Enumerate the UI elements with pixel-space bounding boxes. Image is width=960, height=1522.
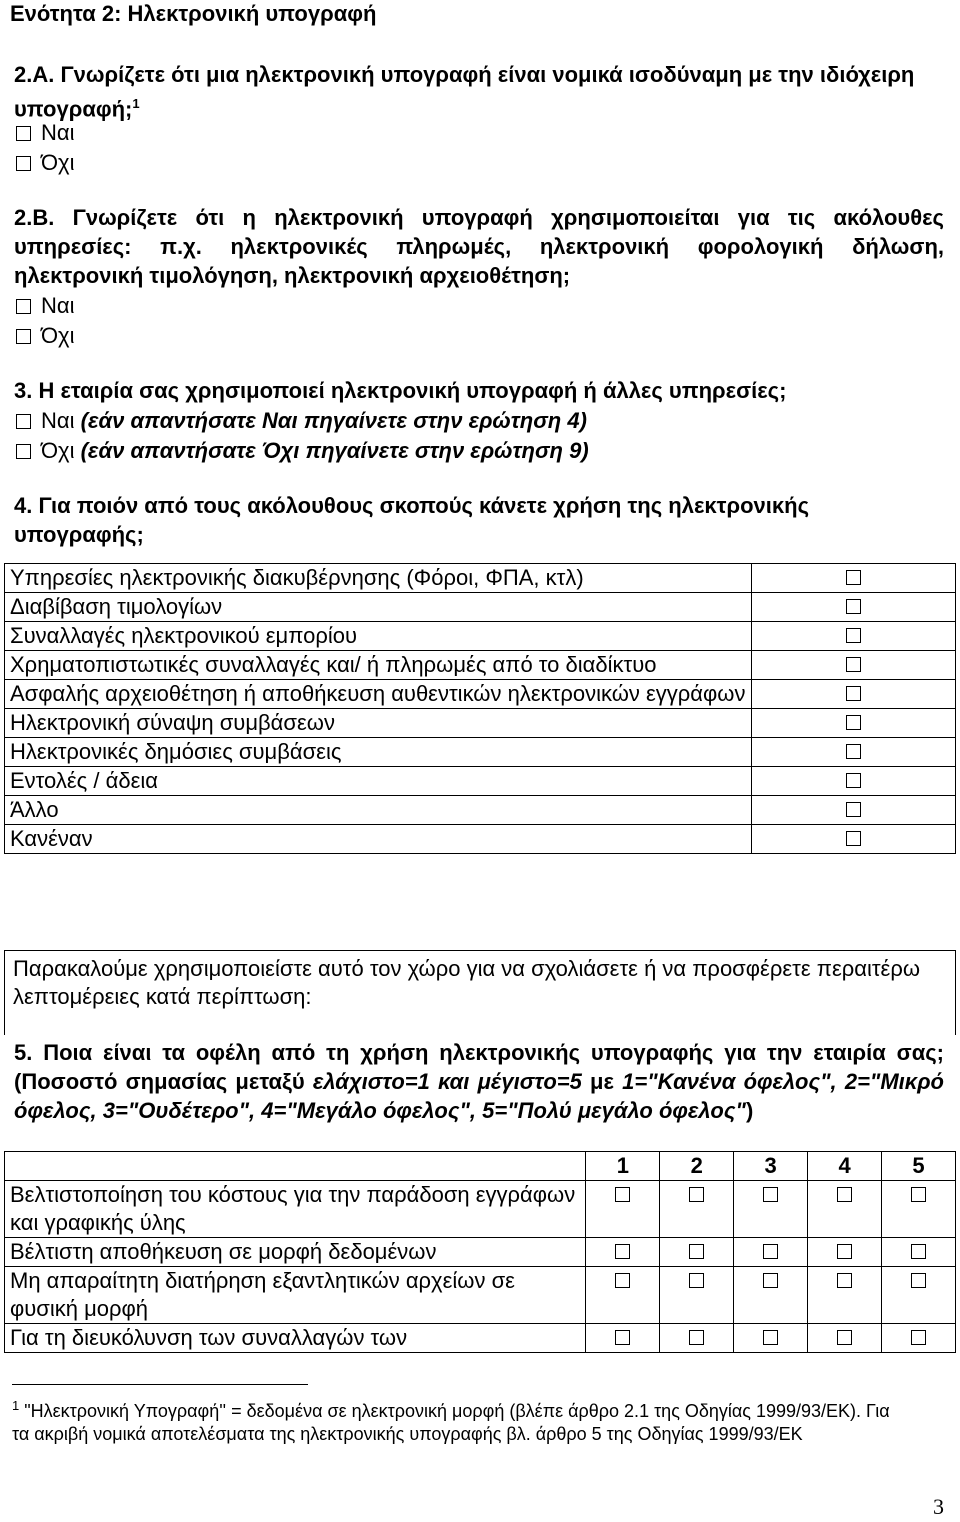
purpose-label: Χρηματοπιστωτικές συναλλαγές και/ ή πληρωμές από το διαδίκτυο: [5, 651, 752, 680]
footnote: [12, 1394, 892, 1446]
benefits-table: [4, 1151, 956, 1353]
rating-cell-4[interactable]: [808, 1238, 882, 1267]
checkbox-icon[interactable]: [763, 1244, 778, 1259]
purpose-checkbox-cell[interactable]: [752, 738, 956, 767]
checkbox-icon[interactable]: [846, 744, 861, 759]
benefit-label: Μη απαραίτητη διατήρηση εξαντλητικών αρχείων σε φυσική μορφή: [5, 1267, 586, 1324]
scale-header-2: 2: [660, 1152, 734, 1181]
q2a-option-yes[interactable]: [16, 118, 75, 147]
checkbox-icon[interactable]: [689, 1273, 704, 1288]
rating-cell-3[interactable]: [734, 1324, 808, 1353]
table-row: [5, 1267, 956, 1324]
scale-header-5: 5: [882, 1152, 956, 1181]
table-row: [5, 680, 956, 709]
question-2a-text: 2.Α. Γνωρίζετε ότι μια ηλεκτρονική υπογραφή είναι νομικά ισοδύναμη με την ιδιόχειρη υπογραφή;: [14, 62, 915, 122]
question-4: 4. Για ποιόν από τους ακόλουθους σκοπούς κάνετε χρήση της ηλεκτρονικής υπογραφής;: [14, 493, 810, 547]
page-number: 3: [933, 1494, 944, 1519]
checkbox-icon[interactable]: [615, 1187, 630, 1202]
table-row: [5, 1238, 956, 1267]
q2a-no-label: Όχι: [41, 150, 75, 175]
checkbox-icon[interactable]: [911, 1273, 926, 1288]
purpose-label: Ηλεκτρονική σύναψη συμβάσεων: [5, 709, 752, 738]
table-row: [5, 564, 956, 593]
table-row: [5, 1181, 956, 1238]
table-row: [5, 796, 956, 825]
benefit-label: Βέλτιστη αποθήκευση σε μορφή δεδομένων: [5, 1238, 586, 1267]
purpose-label: Ασφαλής αρχειοθέτηση ή αποθήκευση αυθεντικών ηλεκτρονικών εγγράφων: [5, 680, 752, 709]
section-title: Ενότητα 2: Ηλεκτρονική υπογραφή: [10, 1, 377, 26]
q5-text-c: με: [581, 1069, 623, 1094]
purposes-table: [4, 563, 956, 854]
header-empty-cell: [5, 1152, 586, 1181]
q5-text-b: ελάχιστο=1 και μέγιστο=5: [312, 1069, 582, 1094]
purpose-label: Εντολές / άδεια: [5, 767, 752, 796]
footnote-separator: [12, 1384, 308, 1385]
checkbox-icon[interactable]: [16, 126, 31, 141]
question-3: 3. Η εταιρία σας χρησιμοποιεί ηλεκτρονική υπογραφή ή άλλες υπηρεσίες;: [14, 378, 787, 403]
q2b-no-label: Όχι: [41, 323, 75, 348]
table-row: [5, 738, 956, 767]
purpose-checkbox-cell[interactable]: [752, 564, 956, 593]
checkbox-icon[interactable]: [763, 1330, 778, 1345]
rating-cell-2[interactable]: [660, 1324, 734, 1353]
purpose-label: Διαβίβαση τιμολογίων: [5, 593, 752, 622]
q2b-yes-label: Ναι: [41, 293, 75, 318]
checkbox-icon[interactable]: [846, 570, 861, 585]
question-5: [14, 1038, 944, 1125]
checkbox-icon[interactable]: [846, 657, 861, 672]
q3-option-no[interactable]: [16, 436, 589, 465]
purpose-checkbox-cell[interactable]: [752, 593, 956, 622]
checkbox-icon[interactable]: [911, 1330, 926, 1345]
rating-cell-5[interactable]: [882, 1238, 956, 1267]
purpose-checkbox-cell[interactable]: [752, 709, 956, 738]
purpose-label: Υπηρεσίες ηλεκτρονικής διακυβέρνησης (Φόροι, ΦΠΑ, κτλ): [5, 564, 752, 593]
q5-text-d: 1="Κανένα όφελος", 2="Μικρό όφελος, 3="Ουδέτερο", 4="Μεγάλο όφελος", 5="Πολύ μεγάλο όφελος": [14, 1069, 944, 1123]
table-row: [5, 622, 956, 651]
rating-cell-2[interactable]: [660, 1181, 734, 1238]
rating-cell-3[interactable]: [734, 1267, 808, 1324]
checkbox-icon[interactable]: [911, 1244, 926, 1259]
scale-header-row: [5, 1152, 956, 1181]
checkbox-icon[interactable]: [615, 1330, 630, 1345]
q2b-option-no[interactable]: [16, 321, 74, 350]
rating-cell-1[interactable]: [586, 1324, 660, 1353]
checkbox-icon[interactable]: [689, 1244, 704, 1259]
purpose-checkbox-cell[interactable]: [752, 622, 956, 651]
scale-header-4: 4: [808, 1152, 882, 1181]
q3-no-note: (εάν απαντήσατε Όχι πηγαίνετε στην ερώτηση 9): [80, 438, 589, 463]
rating-cell-5[interactable]: [882, 1267, 956, 1324]
q3-yes-label: Ναι: [41, 408, 75, 433]
table-row: [5, 767, 956, 796]
table-row: [5, 825, 956, 854]
rating-cell-5[interactable]: [882, 1324, 956, 1353]
rating-cell-2[interactable]: [660, 1267, 734, 1324]
checkbox-icon[interactable]: [763, 1273, 778, 1288]
rating-cell-5[interactable]: [882, 1181, 956, 1238]
footnote-text: "Ηλεκτρονική Υπογραφή'' = δεδομένα σε ηλεκτρονική μορφή (βλέπε άρθρο 2.1 της Οδηγίας 1999/93/ΕΚ). Για τα ακριβή νομικά αποτελέσματα της ηλεκτρονικής υπογραφής βλ. άρθρο 5 της Οδηγίας 1999/93/ΕΚ: [12, 1401, 890, 1444]
question-2a: [14, 60, 944, 123]
checkbox-icon[interactable]: [615, 1244, 630, 1259]
table-row: [5, 709, 956, 738]
purpose-label: Κανέναν: [5, 825, 752, 854]
checkbox-icon[interactable]: [16, 299, 31, 314]
comment-box[interactable]: [4, 950, 956, 1035]
checkbox-icon[interactable]: [16, 414, 31, 429]
checkbox-icon[interactable]: [846, 715, 861, 730]
checkbox-icon[interactable]: [837, 1330, 852, 1345]
checkbox-icon[interactable]: [837, 1244, 852, 1259]
checkbox-icon[interactable]: [846, 773, 861, 788]
checkbox-icon[interactable]: [846, 686, 861, 701]
checkbox-icon[interactable]: [911, 1187, 926, 1202]
checkbox-icon[interactable]: [689, 1330, 704, 1345]
purpose-checkbox-cell[interactable]: [752, 680, 956, 709]
rating-cell-4[interactable]: [808, 1267, 882, 1324]
q5-text-e: ): [745, 1098, 754, 1123]
benefit-label: Βελτιστοποίηση του κόστους για την παράδοση εγγράφων και γραφικής ύλης: [5, 1181, 586, 1238]
q5-text-a: 5. Ποια είναι τα οφέλη από τη χρήση ηλεκτρονικής υπογραφής για την εταιρία σας; (Ποσοστό σημασίας μεταξύ: [14, 1040, 944, 1094]
rating-cell-4[interactable]: [808, 1324, 882, 1353]
rating-cell-1[interactable]: [586, 1181, 660, 1238]
checkbox-icon[interactable]: [846, 599, 861, 614]
question-2b: 2.Β. Γνωρίζετε ότι η ηλεκτρονική υπογραφή χρησιμοποιείται για τις ακόλουθες υπηρεσίες: π.χ. ηλεκτρονικές πληρωμές, ηλεκτρονική φορολογική δήλωση, ηλεκτρονική τιμολόγηση, ηλεκτρονική αρχειοθέτηση;: [14, 205, 944, 288]
scale-header-1: 1: [586, 1152, 660, 1181]
checkbox-icon[interactable]: [837, 1273, 852, 1288]
purpose-checkbox-cell[interactable]: [752, 651, 956, 680]
footnote-number: 1: [12, 1398, 20, 1413]
benefit-label: Για τη διευκόλυνση των συναλλαγών των: [5, 1324, 586, 1353]
q2a-yes-label: Ναι: [41, 120, 75, 145]
q3-yes-note: (εάν απαντήσατε Ναι πηγαίνετε στην ερώτηση 4): [80, 408, 587, 433]
footnote-ref: 1: [132, 96, 140, 111]
checkbox-icon[interactable]: [837, 1187, 852, 1202]
purpose-checkbox-cell[interactable]: [752, 825, 956, 854]
q3-option-yes[interactable]: [16, 406, 587, 435]
rating-cell-3[interactable]: [734, 1238, 808, 1267]
checkbox-icon[interactable]: [846, 831, 861, 846]
rating-cell-4[interactable]: [808, 1181, 882, 1238]
purpose-checkbox-cell[interactable]: [752, 767, 956, 796]
checkbox-icon[interactable]: [615, 1273, 630, 1288]
rating-cell-1[interactable]: [586, 1238, 660, 1267]
table-row: [5, 593, 956, 622]
comment-prompt: Παρακαλούμε χρησιμοποιείστε αυτό τον χώρο για να σχολιάσετε ή να προσφέρετε περαιτέρω λεπτομέρειες κατά περίπτωση:: [13, 956, 921, 1009]
q2b-option-yes[interactable]: [16, 291, 75, 320]
rating-cell-3[interactable]: [734, 1181, 808, 1238]
purpose-checkbox-cell[interactable]: [752, 796, 956, 825]
checkbox-icon[interactable]: [846, 628, 861, 643]
checkbox-icon[interactable]: [846, 802, 861, 817]
checkbox-icon[interactable]: [16, 444, 31, 459]
table-row: [5, 1324, 956, 1353]
q3-no-label: Όχι: [41, 438, 75, 463]
scale-header-3: 3: [734, 1152, 808, 1181]
table-row: [5, 651, 956, 680]
purpose-label: Ηλεκτρονικές δημόσιες συμβάσεις: [5, 738, 752, 767]
q2a-option-no[interactable]: [16, 148, 74, 177]
checkbox-icon[interactable]: [689, 1187, 704, 1202]
checkbox-icon[interactable]: [16, 156, 31, 171]
purpose-label: Συναλλαγές ηλεκτρονικού εμπορίου: [5, 622, 752, 651]
rating-cell-2[interactable]: [660, 1238, 734, 1267]
purpose-label: Άλλο: [5, 796, 752, 825]
checkbox-icon[interactable]: [16, 329, 31, 344]
checkbox-icon[interactable]: [763, 1187, 778, 1202]
rating-cell-1[interactable]: [586, 1267, 660, 1324]
